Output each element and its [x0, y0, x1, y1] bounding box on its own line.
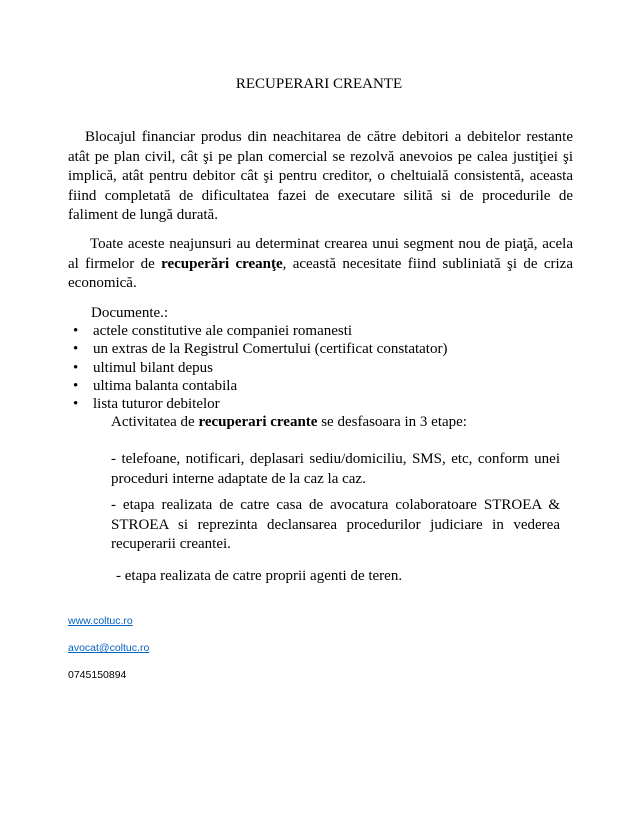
documents-label: Documente.:: [91, 305, 169, 321]
intro-paragraph: Blocajul financiar produs din neachitarea de către debitori a debitelor restante atât pe plan civil, cât şi pe plan comercial se rezolvă anevoios pe calea justiţiei şi implică, atât pentru debitor cât şi pentru creditor, o cheltuială consistentă, aceasta fiind completată de dificultatea fazei de executare silită si de procedurile de faliment de lungă durată.: [68, 129, 573, 224]
market-text-bold: recuperări creanţe: [161, 255, 283, 272]
activity-heading: [111, 413, 560, 433]
stage-3: - etapa realizata de catre proprii agenti de teren.: [116, 568, 403, 584]
list-item: • ultimul bilant depus: [68, 359, 447, 377]
list-item: • un extras de la Registrul Comertului (certificat constatator): [68, 340, 447, 358]
market-text-end: , această necesitate fiind subliniată şi de criza economică.: [68, 255, 573, 292]
stage-1: - telefoane, notificari, deplasari sediu/domiciliu, SMS, etc, conform unei proceduri interne adaptate de la caz la caz.: [111, 451, 560, 487]
activity-text-end: se desfasoara in 3 etape:: [317, 414, 467, 430]
market-paragraph: [68, 235, 573, 294]
market-text-start: Toate aceste neajunsuri au determinat crearea unui segment nou de piaţă, acela al firmelor de: [68, 236, 573, 272]
stage-2: - etapa realizata de catre casa de avocatura colaboratoare STROEA & STROEA si reprezinta declansarea procedurilor judiciare in vederea recuperarii creantei.: [111, 497, 560, 553]
list-item: • actele constitutive ale companiei romanesti: [68, 322, 447, 340]
page-title: RECUPERARI CREANTE: [235, 76, 403, 92]
list-item: • ultima balanta contabila: [68, 377, 447, 395]
documents-list: [68, 322, 447, 413]
website-link[interactable]: www.coltuc.ro: [68, 615, 133, 627]
activity-text-start: Activitatea de: [111, 414, 199, 430]
email-link[interactable]: avocat@coltuc.ro: [68, 642, 150, 654]
list-item: • lista tuturor debitelor: [68, 395, 447, 413]
activity-text-bold: recuperari creante: [198, 414, 318, 430]
phone-number: 0745150894: [68, 669, 127, 681]
